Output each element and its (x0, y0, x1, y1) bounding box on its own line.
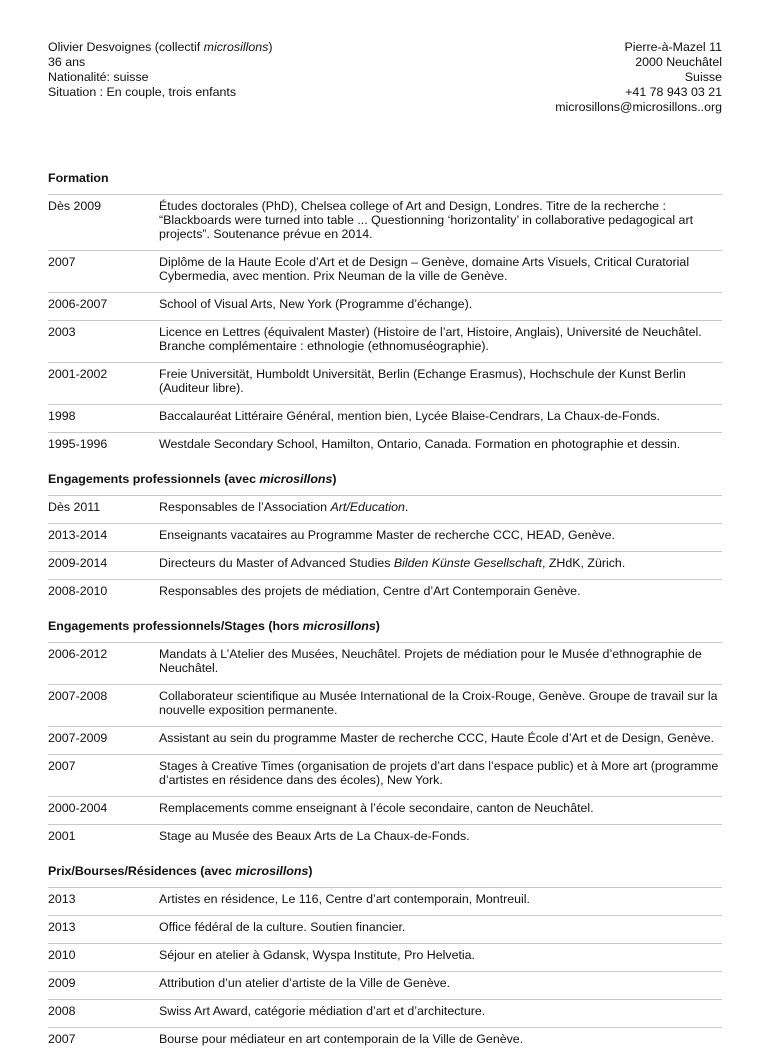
cv-header (48, 40, 722, 115)
engagements-row (48, 579, 722, 607)
row-description: Mandats à L’Atelier des Musées, Neuchâtel. Projets de médiation pour le Musée d’ethnographie de Neuchâtel. (159, 647, 702, 675)
row-description: Études doctorales (PhD), Chelsea college of Art and Design, Londres. Titre de la recherche : “Blackboards were turned into table ... Questionning ‘horizontality’ in collaborative pedagogical art projects”. Soutenance prévue en 2014. (159, 199, 694, 241)
address-country: Suisse (684, 70, 722, 84)
stages-row (48, 796, 722, 824)
row-description: Artistes en résidence, Le 116, Centre d’art contemporain, Montreuil. (159, 892, 530, 906)
formation-row (48, 292, 722, 320)
row-year: 2008 (48, 1004, 76, 1018)
formation-section (48, 171, 722, 460)
row-description: Séjour en atelier à Gdansk, Wyspa Institute, Pro Helvetia. (159, 948, 476, 962)
row-description: Responsables des projets de médiation, Centre d’Art Contemporain Genève. (159, 584, 581, 598)
stages-row (48, 754, 722, 796)
row-year: 2007 (48, 1032, 76, 1046)
prix-row (48, 943, 722, 971)
person-name: Olivier Desvoignes (collectif microsillons) (48, 40, 273, 54)
stages-row (48, 684, 722, 726)
person-age: 36 ans (48, 55, 86, 69)
row-year: 2007-2009 (48, 731, 108, 745)
row-year: 2010 (48, 948, 76, 962)
row-description: Collaborateur scientifique au Musée International de la Croix-Rouge, Genève. Groupe de travail sur la nouvelle exposition permanente. (159, 689, 718, 717)
prix-section (48, 864, 722, 1055)
row-description: Stage au Musée des Beaux Arts de La Chaux-de-Fonds. (159, 829, 470, 843)
row-year: 2007 (48, 255, 76, 269)
stages-row (48, 642, 722, 684)
row-description: Licence en Lettres (équivalent Master) (Histoire de l’art, Histoire, Anglais), Université de Neuchâtel. Branche complémentaire : ethnologie (ethnomuséographie). (159, 325, 702, 353)
row-description: Directeurs du Master of Advanced Studies Bilden Künste Gesellschaft, ZHdK, Zürich. (159, 556, 626, 570)
engagements-section (48, 472, 722, 607)
person-situation: Situation : En couple, trois enfants (48, 85, 237, 99)
section-title-prix: Prix/Bourses/Résidences (avec microsillons) (48, 864, 313, 878)
row-year: 2009 (48, 976, 76, 990)
row-year: 1995-1996 (48, 437, 108, 451)
row-year: Dès 2009 (48, 199, 102, 213)
stages-section (48, 619, 722, 852)
prix-list (48, 887, 722, 1055)
section-title-formation: Formation (48, 171, 109, 185)
row-description: Freie Universität, Humboldt Universität, Berlin (Echange Erasmus), Hochschule der Kunst Berlin (Auditeur libre). (159, 367, 686, 395)
engagements-row (48, 523, 722, 551)
section-title-stages: Engagements professionnels/Stages (hors microsillons) (48, 619, 380, 633)
stages-list (48, 642, 722, 852)
prix-row (48, 887, 722, 915)
row-description: Attribution d’un atelier d’artiste de la Ville de Genève. (159, 976, 451, 990)
personal-info (48, 40, 272, 115)
row-year: 2000-2004 (48, 801, 108, 815)
row-description: Office fédéral de la culture. Soutien financier. (159, 920, 406, 934)
contact-info (555, 40, 722, 115)
address-street: Pierre-à-Mazel 11 (624, 40, 722, 54)
row-description: Enseignants vacataires au Programme Master de recherche CCC, HEAD, Genève. (159, 528, 615, 542)
address-city: 2000 Neuchâtel (635, 55, 722, 69)
cv-page (48, 40, 722, 1055)
row-year: 2013 (48, 892, 76, 906)
row-description: School of Visual Arts, New York (Programme d’échange). (159, 297, 473, 311)
row-description: Swiss Art Award, catégorie médiation d’art et d’architecture. (159, 1004, 486, 1018)
row-year: 2007-2008 (48, 689, 108, 703)
row-description: Responsables de l’Association Art/Education. (159, 500, 409, 514)
engagements-row (48, 551, 722, 579)
prix-row (48, 915, 722, 943)
person-nationality: Nationalité: suisse (48, 70, 149, 84)
formation-row (48, 194, 722, 250)
row-year: 2007 (48, 759, 76, 773)
prix-row (48, 971, 722, 999)
engagements-row (48, 495, 722, 523)
row-description: Remplacements comme enseignant à l’école secondaire, canton de Neuchâtel. (159, 801, 594, 815)
row-year: 2006-2012 (48, 647, 108, 661)
row-description: Diplôme de la Haute Ecole d’Art et de Design – Genève, domaine Arts Visuels, Critical Curatorial Cybermedia, avec mention. Prix Neuman de la ville de Genève. (159, 255, 690, 283)
formation-row (48, 362, 722, 404)
formation-row (48, 320, 722, 362)
row-description: Baccalauréat Littéraire Général, mention bien, Lycée Blaise-Cendrars, La Chaux-de-Fonds. (159, 409, 660, 423)
row-description: Assistant au sein du programme Master de recherche CCC, Haute École d’Art et de Design, Genève. (159, 731, 715, 745)
formation-list (48, 194, 722, 460)
formation-row (48, 432, 722, 460)
row-year: 2003 (48, 325, 76, 339)
row-year: 2006-2007 (48, 297, 108, 311)
row-year: 2001-2002 (48, 367, 108, 381)
phone-number: +41 78 943 03 21 (625, 85, 722, 99)
row-year: 1998 (48, 409, 76, 423)
row-description: Stages à Creative Times (organisation de projets d’art dans l’espace public) et à More art (programme d’artistes en résidence dans des écoles), New York. (159, 759, 719, 787)
row-year: Dès 2011 (48, 500, 101, 514)
row-year: 2009-2014 (48, 556, 108, 570)
engagements-list (48, 495, 722, 607)
email-address: microsillons@microsillons..org (555, 100, 722, 114)
formation-row (48, 404, 722, 432)
stages-row (48, 726, 722, 754)
prix-row (48, 999, 722, 1027)
prix-row (48, 1027, 722, 1055)
formation-row (48, 250, 722, 292)
row-year: 2001 (48, 829, 76, 843)
row-year: 2013 (48, 920, 76, 934)
row-year: 2013-2014 (48, 528, 108, 542)
stages-row (48, 824, 722, 852)
row-description: Westdale Secondary School, Hamilton, Ontario, Canada. Formation en photographie et dessin. (159, 437, 681, 451)
row-description: Bourse pour médiateur en art contemporain de la Ville de Genève. (159, 1032, 524, 1046)
row-year: 2008-2010 (48, 584, 108, 598)
section-title-engagements: Engagements professionnels (avec microsillons) (48, 472, 337, 486)
